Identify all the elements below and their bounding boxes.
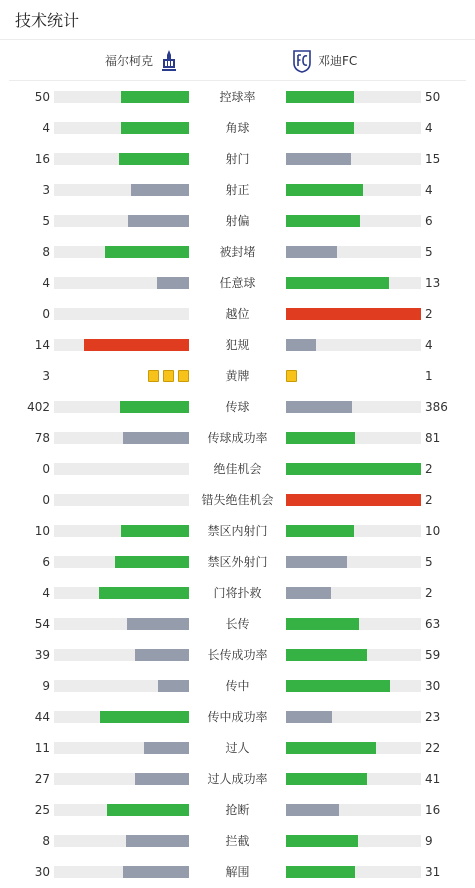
stat-label: 长传 bbox=[225, 617, 250, 631]
home-bar bbox=[54, 215, 189, 227]
away-bar bbox=[286, 215, 421, 227]
home-value: 3 bbox=[42, 369, 50, 383]
home-bar-fill bbox=[121, 122, 189, 134]
away-bar bbox=[286, 773, 421, 785]
stat-row bbox=[0, 459, 475, 479]
away-bar bbox=[286, 680, 421, 692]
stat-row bbox=[0, 521, 475, 541]
away-bar bbox=[286, 122, 421, 134]
away-value: 4 bbox=[425, 121, 433, 135]
home-bar bbox=[54, 246, 189, 258]
stat-label: 任意球 bbox=[219, 276, 256, 290]
yellow-card-icon bbox=[148, 370, 159, 382]
away-bar bbox=[286, 494, 421, 506]
home-value: 6 bbox=[42, 555, 50, 569]
away-value: 10 bbox=[425, 524, 441, 538]
stat-label: 门将扑救 bbox=[213, 586, 262, 600]
home-value: 4 bbox=[42, 586, 50, 600]
stat-row bbox=[0, 428, 475, 448]
away-bar-fill bbox=[286, 246, 337, 258]
away-team[interactable] bbox=[292, 40, 357, 81]
home-yellow-cards bbox=[148, 370, 189, 382]
away-bar-fill bbox=[286, 184, 363, 196]
home-value: 4 bbox=[42, 276, 50, 290]
home-value: 11 bbox=[34, 741, 50, 755]
home-bar-fill bbox=[144, 742, 189, 754]
home-bar-fill bbox=[157, 277, 189, 289]
home-value: 0 bbox=[42, 493, 50, 507]
away-bar bbox=[286, 587, 421, 599]
away-bar-fill bbox=[286, 866, 355, 878]
home-bar-fill bbox=[123, 432, 189, 444]
home-bar bbox=[54, 835, 189, 847]
stat-row bbox=[0, 118, 475, 138]
stat-label: 黄牌 bbox=[225, 369, 250, 383]
away-bar-fill bbox=[286, 215, 360, 227]
home-bar-fill bbox=[107, 804, 189, 816]
away-value: 22 bbox=[425, 741, 441, 755]
stat-label: 禁区内射门 bbox=[207, 524, 268, 538]
stat-label: 射门 bbox=[225, 152, 250, 166]
away-bar-fill bbox=[286, 742, 376, 754]
stat-label: 长传成功率 bbox=[207, 648, 268, 662]
away-bar bbox=[286, 153, 421, 165]
stat-label: 绝佳机会 bbox=[213, 462, 262, 476]
stat-row bbox=[0, 242, 475, 262]
away-bar-fill bbox=[286, 153, 351, 165]
away-value: 41 bbox=[425, 772, 441, 786]
away-value: 50 bbox=[425, 90, 441, 104]
home-bar bbox=[54, 184, 189, 196]
home-bar bbox=[54, 742, 189, 754]
stat-label: 过人成功率 bbox=[207, 772, 268, 786]
away-value: 2 bbox=[425, 462, 433, 476]
stat-row bbox=[0, 304, 475, 324]
teams-header bbox=[9, 40, 466, 81]
away-bar-fill bbox=[286, 525, 354, 537]
home-bar-fill bbox=[84, 339, 189, 351]
away-value: 2 bbox=[425, 307, 433, 321]
stat-label: 被封堵 bbox=[219, 245, 256, 259]
stat-label: 传球成功率 bbox=[207, 431, 268, 445]
yellow-card-icon bbox=[163, 370, 174, 382]
stat-row bbox=[0, 769, 475, 789]
home-value: 3 bbox=[42, 183, 50, 197]
home-bar-fill bbox=[123, 866, 189, 878]
stat-label: 传中成功率 bbox=[207, 710, 268, 724]
away-bar-fill bbox=[286, 339, 316, 351]
home-value: 30 bbox=[34, 865, 50, 879]
stat-row bbox=[0, 583, 475, 603]
stat-label: 传球 bbox=[225, 400, 250, 414]
home-value: 402 bbox=[27, 400, 50, 414]
away-bar-fill bbox=[286, 773, 367, 785]
home-bar-fill bbox=[121, 91, 189, 103]
home-bar-fill bbox=[127, 618, 189, 630]
stat-row bbox=[0, 707, 475, 727]
home-value: 9 bbox=[42, 679, 50, 693]
stat-label: 犯规 bbox=[225, 338, 250, 352]
home-bar bbox=[54, 711, 189, 723]
home-bar-fill bbox=[120, 401, 189, 413]
stat-label: 传中 bbox=[225, 679, 250, 693]
home-team[interactable] bbox=[105, 40, 179, 81]
away-value: 1 bbox=[425, 369, 433, 383]
home-value: 8 bbox=[42, 834, 50, 848]
stat-label: 过人 bbox=[225, 741, 250, 755]
home-bar bbox=[54, 618, 189, 630]
stat-row bbox=[0, 490, 475, 510]
away-bar-fill bbox=[286, 308, 421, 320]
home-bar bbox=[54, 587, 189, 599]
home-bar bbox=[54, 556, 189, 568]
yellow-card-icon bbox=[178, 370, 189, 382]
home-bar bbox=[54, 773, 189, 785]
home-value: 14 bbox=[34, 338, 50, 352]
away-yellow-cards bbox=[286, 370, 297, 382]
away-bar bbox=[286, 246, 421, 258]
stat-label: 控球率 bbox=[219, 90, 256, 104]
home-bar-fill bbox=[131, 184, 189, 196]
away-value: 9 bbox=[425, 834, 433, 848]
away-value: 386 bbox=[425, 400, 448, 414]
stat-row bbox=[0, 397, 475, 417]
home-bar-fill bbox=[99, 587, 189, 599]
away-value: 5 bbox=[425, 245, 433, 259]
away-bar bbox=[286, 184, 421, 196]
stat-row bbox=[0, 831, 475, 851]
yellow-card-icon bbox=[286, 370, 297, 382]
stat-label: 抢断 bbox=[225, 803, 250, 817]
home-value: 25 bbox=[34, 803, 50, 817]
stat-row bbox=[0, 862, 475, 882]
stat-row bbox=[0, 211, 475, 231]
away-bar bbox=[286, 835, 421, 847]
away-team-name: 邓迪FC bbox=[318, 54, 358, 68]
away-bar-fill bbox=[286, 835, 358, 847]
home-bar-fill bbox=[135, 649, 189, 661]
home-value: 27 bbox=[34, 772, 50, 786]
home-value: 39 bbox=[34, 648, 50, 662]
home-value: 5 bbox=[42, 214, 50, 228]
away-bar-fill bbox=[286, 680, 390, 692]
stat-row bbox=[0, 738, 475, 758]
away-bar bbox=[286, 91, 421, 103]
away-bar-fill bbox=[286, 401, 352, 413]
away-value: 6 bbox=[425, 214, 433, 228]
home-bar bbox=[54, 339, 189, 351]
home-bar-fill bbox=[135, 773, 189, 785]
away-bar-fill bbox=[286, 122, 354, 134]
home-value: 54 bbox=[34, 617, 50, 631]
home-bar bbox=[54, 463, 189, 475]
dundee-crest-icon bbox=[292, 49, 312, 73]
away-bar bbox=[286, 649, 421, 661]
home-bar bbox=[54, 401, 189, 413]
stat-row bbox=[0, 149, 475, 169]
home-team-name: 福尔柯克 bbox=[104, 54, 153, 68]
home-bar-fill bbox=[105, 246, 189, 258]
home-bar-fill bbox=[126, 835, 189, 847]
away-bar bbox=[286, 432, 421, 444]
stat-row bbox=[0, 366, 475, 386]
away-value: 5 bbox=[425, 555, 433, 569]
stat-label: 角球 bbox=[225, 121, 250, 135]
away-bar-fill bbox=[286, 649, 367, 661]
away-bar-fill bbox=[286, 587, 331, 599]
away-value: 23 bbox=[425, 710, 441, 724]
page-title: 技术统计 bbox=[15, 11, 80, 30]
home-value: 0 bbox=[42, 462, 50, 476]
stat-row bbox=[0, 676, 475, 696]
stat-row bbox=[0, 552, 475, 572]
stat-label: 错失绝佳机会 bbox=[201, 493, 274, 507]
home-bar bbox=[54, 804, 189, 816]
home-bar-fill bbox=[128, 215, 189, 227]
away-bar bbox=[286, 525, 421, 537]
falkirk-crest-icon bbox=[159, 49, 179, 73]
stat-row bbox=[0, 335, 475, 355]
home-bar bbox=[54, 277, 189, 289]
away-bar bbox=[286, 339, 421, 351]
home-value: 8 bbox=[42, 245, 50, 259]
away-bar bbox=[286, 711, 421, 723]
away-bar bbox=[286, 277, 421, 289]
away-value: 4 bbox=[425, 183, 433, 197]
away-value: 63 bbox=[425, 617, 441, 631]
stat-row bbox=[0, 87, 475, 107]
home-bar-fill bbox=[158, 680, 189, 692]
stat-row bbox=[0, 800, 475, 820]
stat-row bbox=[0, 645, 475, 665]
away-value: 30 bbox=[425, 679, 441, 693]
away-bar-fill bbox=[286, 556, 347, 568]
home-bar bbox=[54, 866, 189, 878]
away-value: 2 bbox=[425, 493, 433, 507]
home-value: 10 bbox=[34, 524, 50, 538]
home-bar bbox=[54, 494, 189, 506]
away-value: 15 bbox=[425, 152, 441, 166]
away-bar bbox=[286, 742, 421, 754]
stat-row bbox=[0, 273, 475, 293]
away-bar-fill bbox=[286, 494, 421, 506]
away-value: 4 bbox=[425, 338, 433, 352]
away-bar-fill bbox=[286, 91, 354, 103]
stat-label: 解围 bbox=[225, 865, 250, 879]
away-bar bbox=[286, 308, 421, 320]
home-bar bbox=[54, 649, 189, 661]
home-value: 4 bbox=[42, 121, 50, 135]
away-value: 13 bbox=[425, 276, 441, 290]
away-value: 2 bbox=[425, 586, 433, 600]
home-bar bbox=[54, 122, 189, 134]
home-value: 0 bbox=[42, 307, 50, 321]
home-bar bbox=[54, 680, 189, 692]
away-bar bbox=[286, 804, 421, 816]
away-value: 59 bbox=[425, 648, 441, 662]
stat-label: 越位 bbox=[225, 307, 250, 321]
away-value: 31 bbox=[425, 865, 441, 879]
home-bar bbox=[54, 308, 189, 320]
home-bar-fill bbox=[119, 153, 189, 165]
home-value: 16 bbox=[34, 152, 50, 166]
away-bar-fill bbox=[286, 432, 355, 444]
away-bar bbox=[286, 556, 421, 568]
header bbox=[0, 0, 475, 40]
home-value: 50 bbox=[34, 90, 50, 104]
home-bar-fill bbox=[115, 556, 189, 568]
away-bar-fill bbox=[286, 711, 332, 723]
away-value: 81 bbox=[425, 431, 441, 445]
home-bar bbox=[54, 525, 189, 537]
away-bar bbox=[286, 463, 421, 475]
away-bar bbox=[286, 618, 421, 630]
away-bar-fill bbox=[286, 804, 339, 816]
home-bar-fill bbox=[100, 711, 189, 723]
stat-label: 禁区外射门 bbox=[207, 555, 268, 569]
home-value: 44 bbox=[34, 710, 50, 724]
stat-label: 射正 bbox=[225, 183, 250, 197]
away-bar bbox=[286, 866, 421, 878]
home-value: 78 bbox=[34, 431, 50, 445]
stat-row bbox=[0, 614, 475, 634]
away-bar-fill bbox=[286, 463, 421, 475]
stat-row bbox=[0, 180, 475, 200]
home-bar bbox=[54, 91, 189, 103]
home-bar bbox=[54, 153, 189, 165]
home-bar-fill bbox=[121, 525, 189, 537]
away-bar-fill bbox=[286, 618, 359, 630]
away-value: 16 bbox=[425, 803, 441, 817]
stat-label: 射偏 bbox=[225, 214, 250, 228]
away-bar bbox=[286, 401, 421, 413]
away-bar-fill bbox=[286, 277, 389, 289]
home-bar bbox=[54, 432, 189, 444]
stat-label: 拦截 bbox=[225, 834, 250, 848]
